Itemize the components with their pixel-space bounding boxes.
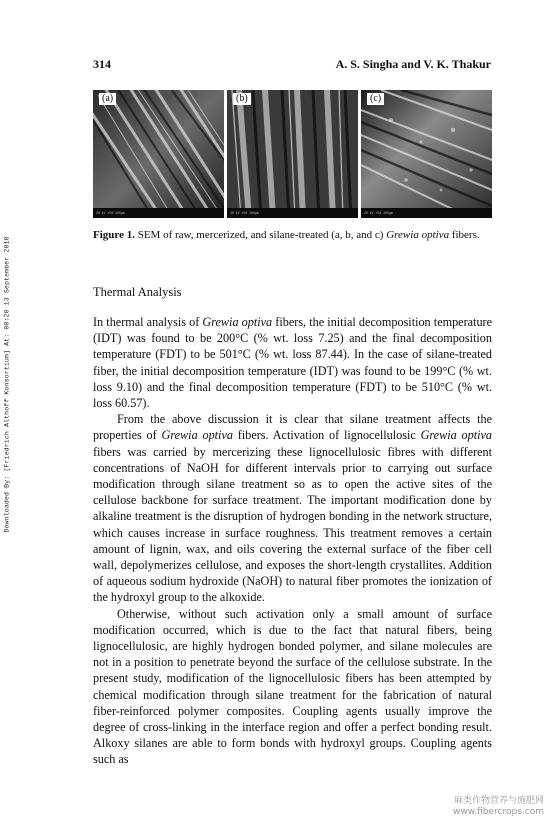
watermark-line-2: www.fibercrops.com: [453, 807, 544, 817]
sem-image-raw-fiber: [93, 90, 224, 218]
sem-panel-a: [93, 90, 224, 218]
body-text: [93, 314, 492, 768]
page-number: 314: [93, 57, 111, 71]
download-notice: Downloaded By: [Friedrich Althoff Konsortium] At: 00:20 13 September 2010: [3, 236, 11, 533]
running-head-authors: A. S. Singha and V. K. Thakur: [335, 57, 491, 71]
paragraph-2: From the above discussion it is clear that silane treatment affects the properties of Grewia optiva fibers. Activation of lignocellulosic Grewia optiva fibers was carried by mercerizing these lignocellulosic fibres with different concentrations of NaOH for different intervals prior to carrying out surface modification through silane treatment so as to open the active sites of the cellulose backbone for surface treatment. The important modification done by alkaline treatment is the disruption of hydrogen bonding in the network structure, which causes increase in surface roughness. This treatment removes a certain amount of lignin, wax, and oils covering the external surface of the fiber cell wall, depolymerizes cellulose, and exposes the short-length crystallites. Addition of aqueous sodium hydroxide (NaOH) to natural fiber promotes the ionization of the hydroxyl group to the alkoxide.: [93, 412, 492, 605]
panel-label-a: (a): [99, 93, 116, 105]
sem-panel-c: [361, 90, 492, 218]
sem-image-mercerized-fiber: [227, 90, 358, 218]
section-heading-thermal-analysis: Thermal Analysis: [93, 285, 182, 299]
sem-figure: [93, 90, 492, 218]
panel-label-c: (c): [367, 93, 384, 105]
svg-text:20 kV ×50 100µm: 20 kV ×50 100µm: [364, 211, 393, 215]
paragraph-3: Otherwise, without such activation only a small amount of surface modification occurred, which is due to the fact that natural fibers, being lignocellulosic, are highly hydrogen bonded polymer, and silane molecules are not in a position to penetrate beyond the surface of the cellulose substrate. In the present study, modification of the lignocellulosic fibers has been attempted by chemical modification through silane treatment for the fabrication of natural fiber-reinforced polymer composites. Coupling agents usually improve the degree of cross-linking in the interface region and offer a perfect bonding result. Alkoxy silanes are able to form bonds with hydroxyl groups. Coupling agents such as: [93, 606, 492, 767]
sem-panel-b: [227, 90, 358, 218]
figure-caption-label: Figure 1.: [93, 229, 135, 241]
watermark-line-1: 麻类作物营养与施肥网: [453, 796, 544, 806]
figure-caption-text: SEM of raw, mercerized, and silane-treated (a, b, and c) Grewia optiva fibers.: [137, 229, 480, 241]
panel-label-b: (b): [233, 93, 251, 105]
svg-text:20 kV ×50 100µm: 20 kV ×50 100µm: [96, 211, 125, 215]
svg-text:20 kV ×50 100µm: 20 kV ×50 100µm: [230, 211, 259, 215]
sem-image-silane-treated-fiber: [361, 90, 492, 218]
figure-caption: [93, 228, 492, 243]
site-watermark: [434, 796, 544, 818]
paragraph-1: In thermal analysis of Grewia optiva fibers, the initial decomposition temperature (IDT) was found to be 200°C (% wt. loss 7.25) and the final decomposition temperature (FDT) to be 501°C (% wt. loss 87.44). In the case of silane-treated fiber, the initial decomposition temperature (IDT) was found to be 199°C (% wt. loss 9.10) and the final decomposition temperature (FDT) to be 510°C (% wt. loss 60.57).: [93, 315, 493, 411]
